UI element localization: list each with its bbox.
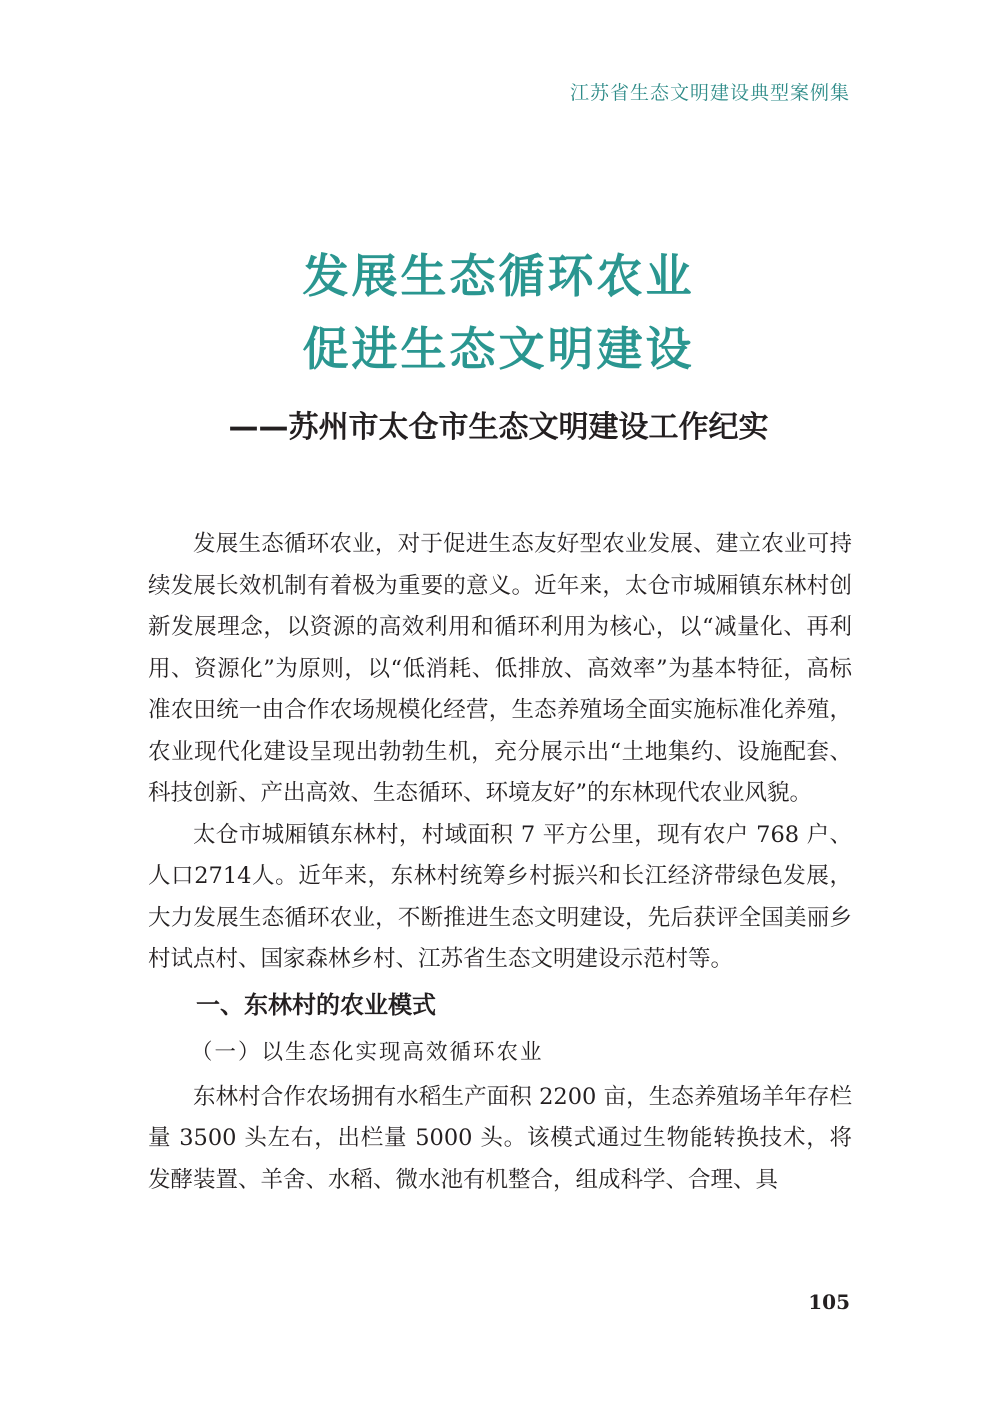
running-header: 江苏省生态文明建设典型案例集 [569,82,850,104]
paragraph-village-overview: 太仓市城厢镇东林村，村域面积 7 平方公里，现有农户 768 户、人口2714人。近年来，东林村统筹乡村振兴和长江经济带绿色发展，大力发展生态循环农业，不断推进生态文明建设，先后获评全国美丽乡村试点村、国家森林乡村、江苏省生态文明建设示范村等。 [148,821,852,972]
article-subtitle: ——苏州市太仓市生态文明建设工作纪实 [228,410,769,445]
article-title-line-1: 发展生态循环农业 [302,249,695,303]
paragraph-intro: 发展生态循环农业，对于促进生态友好型农业发展、建立农业可持续发展长效机制有着极为重要的意义。近年来，太仓市城厢镇东林村创新发展理念，以资源的高效利用和循环利用为核心，以“减量化、再利用、资源化”为原则，以“低消耗、低排放、高效率”为基本特征，高标准农田统一由合作农场规模化经营，生态养殖场全面实施标准化养殖，农业现代化建设呈现出勃勃生机，充分展示出“土地集约、设施配套、科技创新、产出高效、生态循环、环境友好”的东林现代农业风貌。 [148,531,852,806]
article-title-line-2: 促进生态文明建设 [302,322,695,376]
article-body [148,524,852,1201]
subsection-heading: （一）以生态化实现高效循环农业 [191,1039,544,1065]
paragraph-farming-model: 东林村合作农场拥有水稻生产面积 2200 亩，生态养殖场羊年存栏量 3500 头左右，出栏量 5000 头。该模式通过生物能转换技术，将发酵装置、羊舍、水稻、微水池有机整合，组成科学、合理、具 [148,1083,852,1193]
section-heading: 一、东林村的农业模式 [196,990,436,1019]
page-number: 105 [808,1290,850,1314]
